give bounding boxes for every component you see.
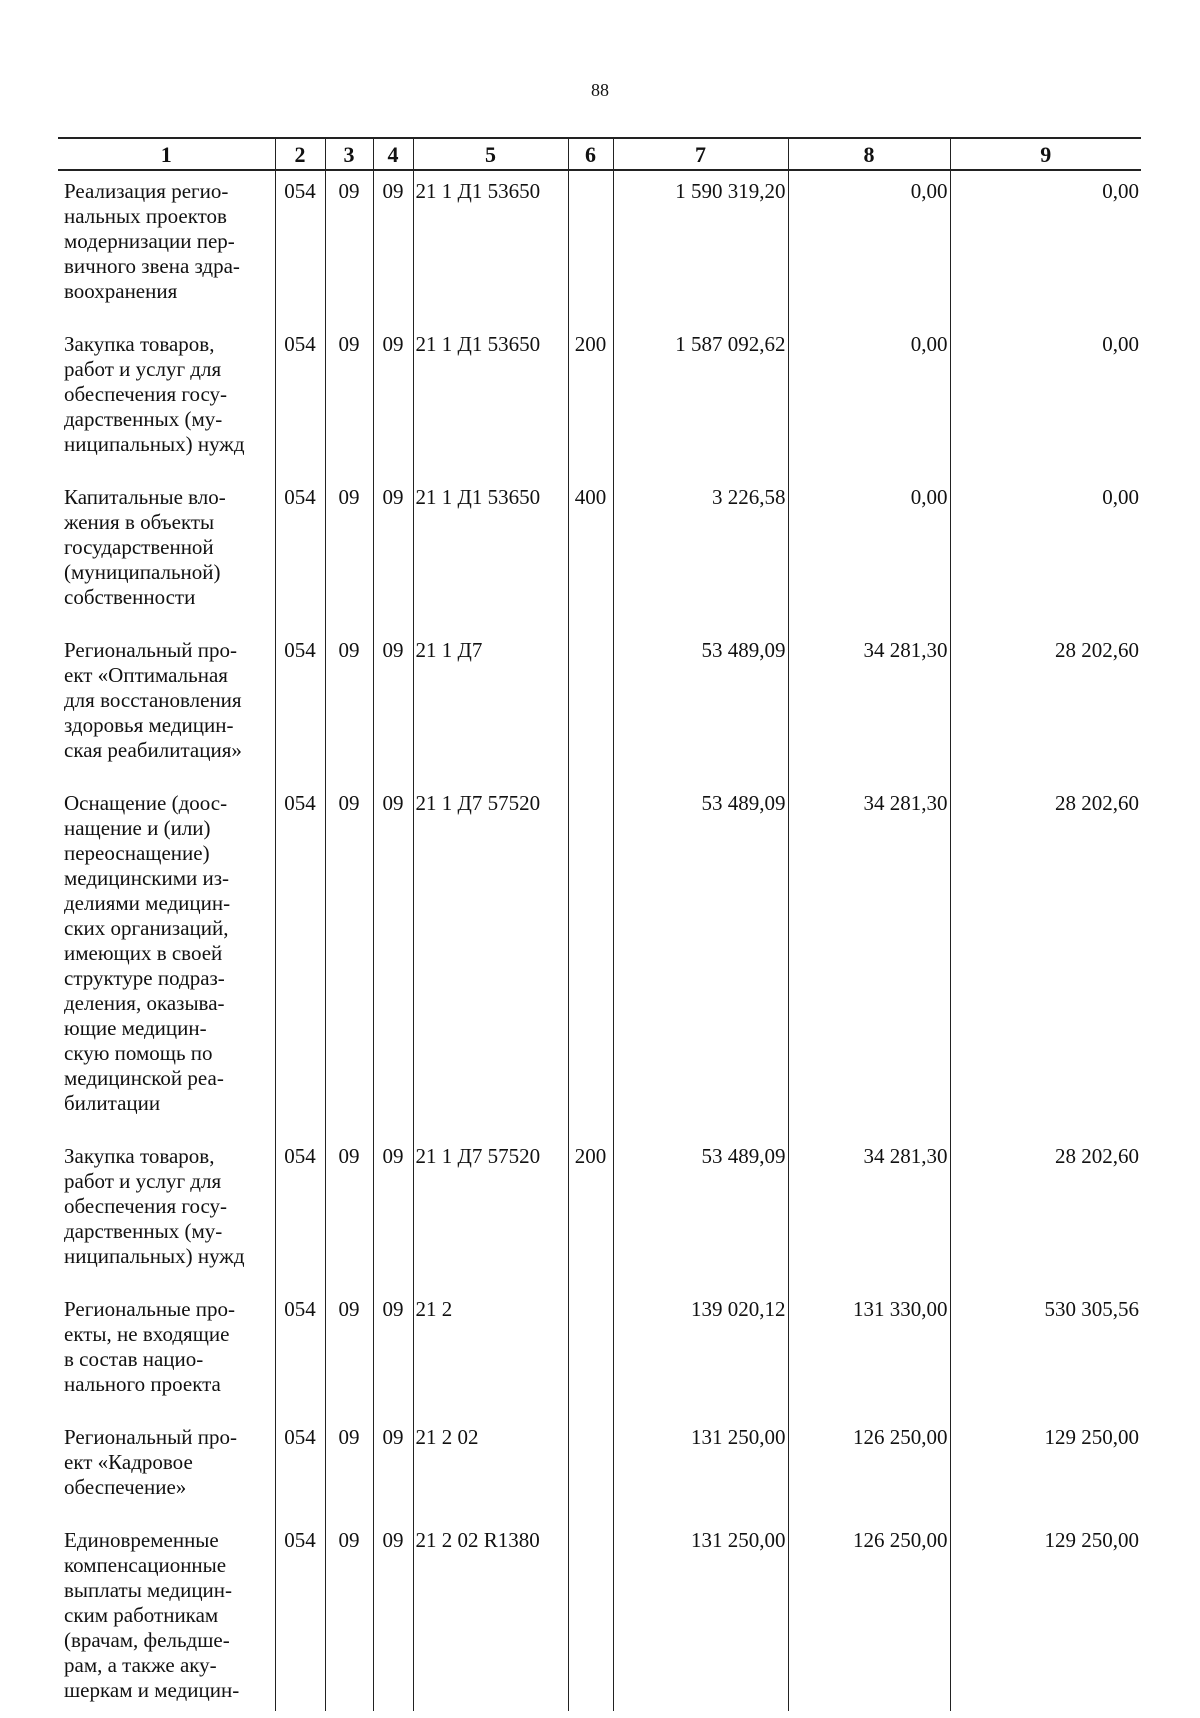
cell-col-3: 09 bbox=[325, 630, 373, 783]
cell-col-2: 054 bbox=[275, 170, 325, 324]
cell-col-8: 34 281,30 bbox=[788, 783, 950, 1136]
cell-col-3: 09 bbox=[325, 1520, 373, 1711]
cell-col-4: 09 bbox=[373, 170, 413, 324]
cell-col-6: 200 bbox=[568, 324, 613, 477]
table-row bbox=[58, 477, 1141, 630]
cell-col-9: 28 202,60 bbox=[950, 1136, 1141, 1289]
cell-col-8: 0,00 bbox=[788, 170, 950, 324]
cell-col-8: 131 330,00 bbox=[788, 1289, 950, 1417]
cell-col-2: 054 bbox=[275, 630, 325, 783]
cell-col-9: 129 250,00 bbox=[950, 1417, 1141, 1520]
table-row bbox=[58, 1520, 1141, 1711]
cell-col-2: 054 bbox=[275, 1520, 325, 1711]
column-header-2: 2 bbox=[275, 138, 325, 170]
cell-col-2: 054 bbox=[275, 324, 325, 477]
page-number: 88 bbox=[591, 80, 609, 100]
cell-col-4: 09 bbox=[373, 1136, 413, 1289]
cell-col-4: 09 bbox=[373, 1289, 413, 1417]
cell-col-8: 0,00 bbox=[788, 324, 950, 477]
cell-col-3: 09 bbox=[325, 1417, 373, 1520]
cell-col-2: 054 bbox=[275, 783, 325, 1136]
table-header-row bbox=[58, 138, 1141, 170]
table-row bbox=[58, 1136, 1141, 1289]
cell-col-9: 0,00 bbox=[950, 324, 1141, 477]
cell-col-3: 09 bbox=[325, 783, 373, 1136]
cell-col-7: 1 590 319,20 bbox=[613, 170, 788, 324]
cell-col-5: 21 1 Д7 57520 bbox=[413, 783, 568, 1136]
cell-col-9: 0,00 bbox=[950, 170, 1141, 324]
cell-col-8: 34 281,30 bbox=[788, 1136, 950, 1289]
cell-col-9: 0,00 bbox=[950, 477, 1141, 630]
cell-col-7: 53 489,09 bbox=[613, 1136, 788, 1289]
row-name: Региональные про- екты, не входящие в состав нацио- нального проекта bbox=[58, 1289, 275, 1417]
table-row bbox=[58, 1289, 1141, 1417]
cell-col-5: 21 1 Д7 bbox=[413, 630, 568, 783]
cell-col-8: 34 281,30 bbox=[788, 630, 950, 783]
cell-col-4: 09 bbox=[373, 1417, 413, 1520]
cell-col-7: 53 489,09 bbox=[613, 630, 788, 783]
cell-col-7: 139 020,12 bbox=[613, 1289, 788, 1417]
cell-col-5: 21 1 Д1 53650 bbox=[413, 477, 568, 630]
row-name: Единовременные компенсационные выплаты медицин- ским работникам (врачам, фельдше- рам, а также аку- шеркам и медицин- bbox=[58, 1520, 275, 1711]
column-header-6: 6 bbox=[568, 138, 613, 170]
cell-col-6 bbox=[568, 630, 613, 783]
cell-col-7: 1 587 092,62 bbox=[613, 324, 788, 477]
cell-col-3: 09 bbox=[325, 1136, 373, 1289]
cell-col-4: 09 bbox=[373, 630, 413, 783]
cell-col-8: 126 250,00 bbox=[788, 1417, 950, 1520]
row-name: Капитальные вло- жения в объекты государственной (муниципальной) собственности bbox=[58, 477, 275, 630]
cell-col-5: 21 2 02 bbox=[413, 1417, 568, 1520]
cell-col-9: 28 202,60 bbox=[950, 630, 1141, 783]
cell-col-9: 28 202,60 bbox=[950, 783, 1141, 1136]
cell-col-5: 21 2 02 R1380 bbox=[413, 1520, 568, 1711]
table-row bbox=[58, 630, 1141, 783]
row-name: Региональный про- ект «Оптимальная для восстановления здоровья медицин- ская реабилитация» bbox=[58, 630, 275, 783]
column-header-1: 1 bbox=[58, 138, 275, 170]
cell-col-6 bbox=[568, 783, 613, 1136]
cell-col-6 bbox=[568, 1520, 613, 1711]
column-header-9: 9 bbox=[950, 138, 1141, 170]
cell-col-2: 054 bbox=[275, 477, 325, 630]
cell-col-6 bbox=[568, 1289, 613, 1417]
cell-col-8: 0,00 bbox=[788, 477, 950, 630]
cell-col-6 bbox=[568, 170, 613, 324]
column-header-5: 5 bbox=[413, 138, 568, 170]
cell-col-7: 3 226,58 bbox=[613, 477, 788, 630]
table-row bbox=[58, 783, 1141, 1136]
cell-col-5: 21 2 bbox=[413, 1289, 568, 1417]
table-row bbox=[58, 170, 1141, 324]
cell-col-5: 21 1 Д1 53650 bbox=[413, 324, 568, 477]
row-name: Закупка товаров, работ и услуг для обеспечения госу- дарственных (му- ниципальных) нужд bbox=[58, 324, 275, 477]
cell-col-5: 21 1 Д1 53650 bbox=[413, 170, 568, 324]
cell-col-4: 09 bbox=[373, 783, 413, 1136]
row-name: Реализация регио- нальных проектов модернизации пер- вичного звена здра- воохранения bbox=[58, 170, 275, 324]
cell-col-2: 054 bbox=[275, 1289, 325, 1417]
cell-col-6: 200 bbox=[568, 1136, 613, 1289]
column-header-8: 8 bbox=[788, 138, 950, 170]
cell-col-3: 09 bbox=[325, 324, 373, 477]
cell-col-2: 054 bbox=[275, 1417, 325, 1520]
cell-col-6 bbox=[568, 1417, 613, 1520]
cell-col-3: 09 bbox=[325, 170, 373, 324]
table-row bbox=[58, 1417, 1141, 1520]
cell-col-7: 131 250,00 bbox=[613, 1417, 788, 1520]
cell-col-9: 129 250,00 bbox=[950, 1520, 1141, 1711]
cell-col-4: 09 bbox=[373, 477, 413, 630]
cell-col-4: 09 bbox=[373, 324, 413, 477]
row-name: Закупка товаров, работ и услуг для обеспечения госу- дарственных (му- ниципальных) нужд bbox=[58, 1136, 275, 1289]
cell-col-5: 21 1 Д7 57520 bbox=[413, 1136, 568, 1289]
cell-col-8: 126 250,00 bbox=[788, 1520, 950, 1711]
budget-table bbox=[58, 137, 1141, 1711]
cell-col-7: 131 250,00 bbox=[613, 1520, 788, 1711]
column-header-7: 7 bbox=[613, 138, 788, 170]
column-header-3: 3 bbox=[325, 138, 373, 170]
column-header-4: 4 bbox=[373, 138, 413, 170]
table-row bbox=[58, 324, 1141, 477]
cell-col-3: 09 bbox=[325, 477, 373, 630]
cell-col-3: 09 bbox=[325, 1289, 373, 1417]
cell-col-7: 53 489,09 bbox=[613, 783, 788, 1136]
row-name: Оснащение (доос- нащение и (или) переоснащение) медицинскими из- делиями медицин- ских организаций, имеющих в своей структуре подраз- деления, оказыва- ющие медицин- скую помощь по медицинской реа- билитации bbox=[58, 783, 275, 1136]
cell-col-2: 054 bbox=[275, 1136, 325, 1289]
cell-col-4: 09 bbox=[373, 1520, 413, 1711]
cell-col-6: 400 bbox=[568, 477, 613, 630]
row-name: Региональный про- ект «Кадровое обеспечение» bbox=[58, 1417, 275, 1520]
cell-col-9: 530 305,56 bbox=[950, 1289, 1141, 1417]
